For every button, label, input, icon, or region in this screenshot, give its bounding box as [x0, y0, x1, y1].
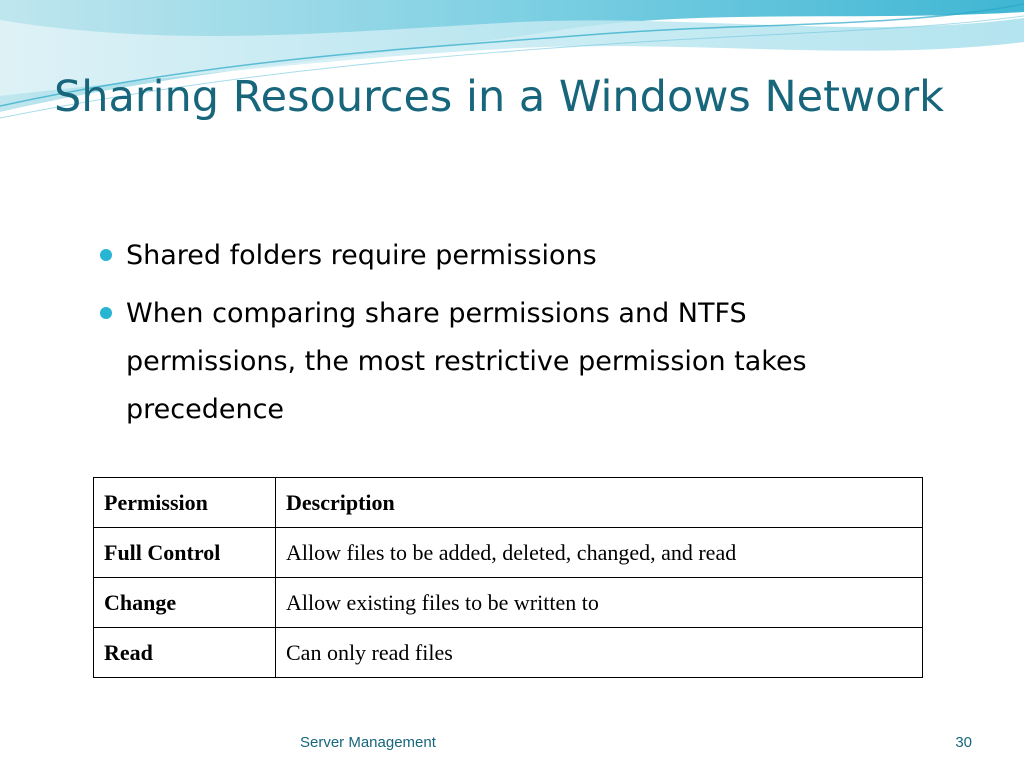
permission-name-cell: Full Control	[94, 528, 276, 578]
slide-title: Sharing Resources in a Windows Network	[54, 72, 945, 122]
table-row	[94, 578, 923, 628]
permission-description-cell: Allow existing files to be written to	[276, 578, 923, 628]
bullet-dot-icon	[100, 249, 112, 261]
bullet-item	[96, 232, 896, 280]
bullet-text: When comparing share permissions and NTFS permissions, the most restrictive permission takes precedence	[126, 298, 807, 425]
permission-description-cell: Can only read files	[276, 628, 923, 678]
page-number: 30	[955, 734, 972, 751]
bullet-text: Shared folders require permissions	[126, 240, 597, 271]
table-header-row	[94, 478, 923, 528]
bullet-dot-icon	[100, 307, 112, 319]
column-header-permission: Permission	[94, 478, 276, 528]
bullet-list	[96, 232, 896, 444]
footer-label: Server Management	[300, 734, 436, 751]
permission-name-cell: Read	[94, 628, 276, 678]
permission-description-cell: Allow files to be added, deleted, changed, and read	[276, 528, 923, 578]
permission-name-cell: Change	[94, 578, 276, 628]
table-row	[94, 628, 923, 678]
table-row	[94, 528, 923, 578]
permissions-table	[93, 477, 923, 678]
column-header-description: Description	[276, 478, 923, 528]
bullet-item	[96, 290, 896, 434]
